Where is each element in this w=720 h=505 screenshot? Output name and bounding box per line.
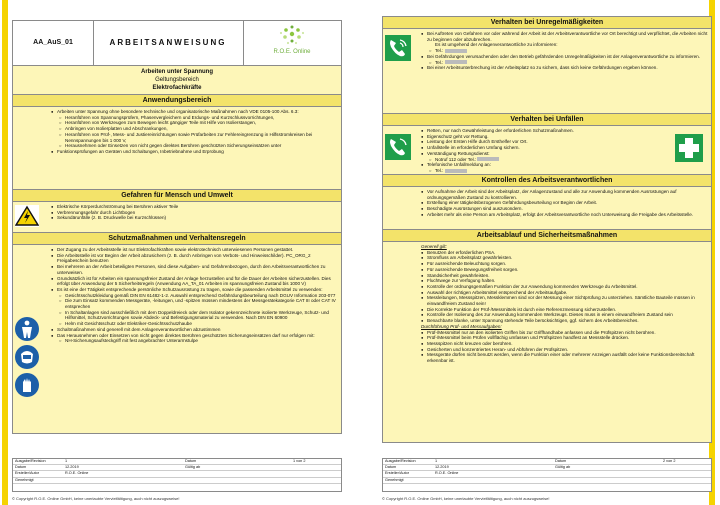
list-item: ● Funktionsprüfungen an Geräten und Schaltungen, Inbetriebnahme und Erprobung [51, 149, 339, 155]
list-item: ● Das Herausnehmen oder Einsetzen von nicht gegen direktes Berühren geschützten Sicherungseinsätzen darf nur erfolgen mit: [51, 333, 339, 339]
section-title-controls: Kontrollen des Arbeitsverantwortlichen [383, 174, 711, 187]
page-edge-bar [2, 0, 8, 505]
list-item: ● Unfallstelle im erforderlichen Umfang sichern. [421, 145, 709, 151]
list-item: ● Der Zugang zu der Arbeitsstelle ist nur Elektrofachkräften sowie elektrotechnisch unterwiesenen Personen gestattet. [51, 247, 339, 253]
sub-list-item: ○ Die zum Einsatz kommenden Messgeräte, -leitungen, und -spitzen müssen mindestens der Messgerätekategorie CAT III oder CAT IV entsprechen [51, 298, 339, 309]
list-item: ● Messgeräte dürfen nicht benutzt werden, wenn die Funktion einer oder mehrerer Anzeigen ausfällt oder keine Funktionsbereitschaft erkennbar ist. [421, 352, 709, 363]
company-logo [243, 21, 341, 65]
list-item: ● Die Korrekte Funktion der Prüf-/Messmittels ist durch eine Referenzmessung sicherzustellen. [421, 307, 709, 313]
list-item: ● Messspitzen nicht kreuzen oder berühren. [421, 341, 709, 347]
footer-cell: Datum [385, 465, 397, 470]
footer-row [13, 478, 341, 484]
list-item: ● Benutzen der erforderlichen PSA. [421, 250, 709, 256]
footer-cell: 1 [65, 459, 68, 463]
document-header [13, 21, 341, 66]
sub-list-item: ○ Tel.: [421, 60, 709, 66]
electrical-hazard-icon [15, 205, 39, 227]
footer-cell: Datum [555, 459, 567, 463]
list-item: ● Standsicherheit gewährleisten. [421, 273, 709, 279]
section-body-workflow [383, 242, 711, 442]
footer-cell: Gültig ab [185, 465, 201, 470]
item-list [383, 126, 711, 174]
list-item: ● Elektrische Körperdurchströmung bei Berühren aktiver Teile [51, 204, 339, 210]
sub-list-item: ○ Helm mit Gesichtsschutz oder Elektriker-Gesichtsschutzhaube [51, 321, 339, 327]
ppe-icon-column [15, 317, 47, 397]
instruction-sheet-2 [382, 16, 712, 443]
section-body-accidents [383, 126, 711, 174]
gloves-icon [15, 373, 39, 397]
redacted-field [445, 60, 467, 64]
list-item: ● Gesicherten und konzentriertes Heran- und Abführen der Prüfspitzen. [421, 347, 709, 353]
section-body-application [13, 107, 341, 189]
section-body-controls [383, 187, 711, 229]
sub-list-item: ○ Herausnehmen oder Einsetzen von nicht gegen direktes Berühren geschützten Sicherungseinsätzen unter [51, 143, 339, 149]
list-item: ● Sekundärunfälle (z. B. Druckwelle bei Kurzschlüssen) [51, 215, 339, 221]
footer-cell: 1 [435, 459, 438, 463]
footer-cell: 12.2019 [435, 465, 449, 470]
sub-list-item: ○ Gesichtsschutzkleidung gemäß DIN EN 61482-1-2. Auswahl entsprechend Gefährdungsbeurteilung nach DGUV Information 203-077 [51, 293, 339, 299]
section-title-irregularities: Verhalten bei Unregelmäßigkeiten [383, 17, 711, 29]
section-title-workflow: Arbeitsablauf und Sicherheitsmaßnahmen [383, 229, 711, 242]
section-body-irregularities [383, 29, 711, 113]
list-item: ● Bei einer Arbeitsunterbrechung ist der Arbeitsplatz so zu sichern, dass sich keine Gefährdungen ergeben können. [421, 65, 709, 71]
footer-cell: R.O.E. Online [435, 471, 459, 476]
sub-list-item: ○ NH-Sicherungsaufsteckgriff mit fest angebrachter Unterarmstulpe [51, 338, 339, 344]
sub-list-item: ○ Tel.: [421, 168, 709, 174]
footer-cell: Datum [185, 459, 197, 463]
list-item: ● Leistung der Ersten Hilfe durch Ersthelfer vor Ort. [421, 139, 709, 145]
footer-cell: 2 von 2 [663, 459, 676, 463]
phone-icon-column [385, 35, 417, 63]
footer-cell: Ersteller/Autor [385, 471, 410, 476]
footer-cell: Datum [15, 465, 27, 470]
list-item: Es ist umgehend der Anlagenverantwortliche zu informieren: [435, 42, 558, 48]
list-item: ● Fluchtwege zur Verfügung halten. [421, 278, 709, 284]
list-item: Durchführung Prüf- und Messaufgaben: [421, 323, 502, 329]
section-title-protective-measures: Schutzmaßnahmen und Verhaltensregeln [13, 232, 341, 245]
item-list [383, 29, 711, 73]
document-page-1 [2, 0, 345, 505]
subject-box [13, 66, 341, 94]
list-item: ● Beschädigte Ausrüstungen sind auszusondern. [421, 206, 709, 212]
sub-list-item: ○ Notruf 112 oder Tel.: [421, 157, 709, 163]
list-item: ● Für ausreichende Beleuchtung sorgen. [421, 261, 709, 267]
item-list [383, 242, 711, 366]
footer-cell: R.O.E. Online [65, 471, 89, 476]
sub-list-item: ○ Anbringen von Isolierplatten und Abschrankungen, [51, 126, 339, 132]
document-code: AA_AuS_01 [13, 21, 94, 65]
list-item: ● Arbeiten unter Spannung ohne besondere technische und organisatorische Maßnahmen nach VDE 0105-100 Abs. 6.3: [51, 109, 339, 115]
document-page-2 [372, 0, 715, 505]
copyright-notice: © Copyright R.O.E. Online GmbH, keine unerlaubte Vervielfältigung, auch nicht auszugsweise! [382, 496, 550, 501]
list-item: ● Prüf-/Messmittel nur an den isolierten Griffen bis zur Griffhandhabe anfassen und die Prüfspitzen nicht berühren. [421, 330, 709, 336]
subject-audience: Elektrofachkräfte [152, 85, 202, 91]
footer-cell: Genehmigt [15, 477, 34, 482]
list-item: ● Auswahl der richtigen Arbeitsmittel entsprechend der Arbeitsaufgabe. [421, 290, 709, 296]
emergency-phone-icon [385, 134, 411, 160]
list-item: ● Verständigung Rettungsdienst: [421, 151, 709, 157]
section-title-application: Anwendungsbereich [13, 94, 341, 107]
redacted-field [445, 169, 467, 173]
instruction-sheet-1 [12, 20, 342, 434]
footer-cell: 1 von 2 [293, 459, 306, 463]
list-item: ● Telefonische Unfallmeldung an: [421, 162, 709, 168]
protective-suit-icon [15, 317, 39, 341]
list-item: ● Für ausreichende Bewegungsfreiheit sorgen. [421, 267, 709, 273]
redacted-field [445, 49, 467, 53]
sub-list-item: ○ Heranführen von Werkzeugen zum Bewegen leicht gängiger Teile mit Hilfe von Isolierstangen, [51, 120, 339, 126]
list-item: ● Bei mehreren an der Arbeit beteiligten Personen, sind diese Aufgaben- und Gefahrenbezogen, durch den Arbeitsverantwortlichen zu unterweisen. [51, 264, 339, 275]
list-item: ● Schaltmaßnahmen sind generell mit dem Anlagenverantwortlichen abzustimmen [51, 327, 339, 333]
list-item: ● Die Arbeitsstelle ist vor Beginn der Arbeit abzusichern (z. B. durch Anbringen von Verbots- und Hinweisschilder). PC_ORG_2 Freigabeschein benutzen [51, 253, 339, 264]
copyright-notice: © Copyright R.O.E. Online GmbH, keine unerlaubte Vervielfältigung, auch nicht auszugsweise! [12, 496, 180, 501]
list-item: ● Grundsätzlich ist für Arbeiten ein spannungsfreier Zustand der Anlage herzustellen und für die Dauer der Arbeiten sicherzustellen. Dies erfolgt über Anwendung der 5 Sicherheitsregeln (Anwendung AA_TA_01 Arbeiten im spannungsfreien Zustand bis 1000 V) [51, 276, 339, 287]
sub-list-item: ○ In Schaltanlagen sind ausschließlich mit dem Doppeldreieck oder dem Isolator gekennzeichnete isolierte Werkzeuge, Schutz- und Hilfsmittel, Schutzvorrichtungen sowie Abdeck- und Befestigungsmaterial zu verwenden. Nach DIN EN 60900 [51, 310, 339, 321]
list-item: ● Retten, nur nach Gewährleistung der erforderlichen Schutzmaßnahmen. [421, 128, 709, 134]
list-item: ● Bei Auftreten von Gefahren vor oder während der Arbeit ist der Arbeitsverantwortliche vor Ort berechtigt und verpflichtet, die Arbeiten nicht zu beginnen oder abzubrechen. [421, 31, 709, 42]
section-body-protective-measures [13, 245, 341, 433]
list-item: ● Messleitungen, Messspitzen, Messklemmen sind vor der Messung einer Sichtprüfung zu unterziehen. Sämtliche Bauteile müssen in einwandfreiem Zustand sein! [421, 295, 709, 306]
footer-cell: 12.2019 [65, 465, 79, 470]
list-item: ● Kontrolle der Isolierung des zur Anwendung kommenden Werkzeugs. Dieses muss in einem einwandfreiem Zustand sein [421, 312, 709, 318]
list-item: ● Es ist eine der Tätigkeit entsprechende persönliche Schutzausrüstung zu tragen, sowie die passenden Arbeitsmittel zu verwenden: [51, 287, 339, 293]
list-item: ● Bei Gefährdungen verursachenden oder den Betrieb gefährdenden Unregelmäßigkeiten ist der Anlagenverantwortliche zu informieren. [421, 54, 709, 60]
footer-cell: Ausgabe/Revision [385, 459, 416, 463]
list-item: ● Stromfluss am Arbeitsplatz gewährleisten. [421, 255, 709, 261]
item-list [13, 202, 341, 223]
list-item: ● Benachbarte blanke, unter Spannung stehende Teile berücksichtigen, ggf. sichern des Arbeitsbereiches. [421, 318, 709, 324]
list-item: Generell gilt: [421, 244, 447, 249]
footer-cell: Genehmigt [385, 477, 404, 482]
footer-cell: Ausgabe/Revision [15, 459, 46, 463]
hazard-icon-column [15, 205, 47, 229]
item-list [13, 245, 341, 346]
section-title-hazards: Gefahren für Mensch und Umwelt [13, 189, 341, 202]
list-item: ● Eigenschutz geht vor Rettung. [421, 134, 709, 140]
document-footer [12, 458, 342, 492]
subject-title: Arbeiten unter Spannung [141, 69, 213, 75]
sub-list-item: ○ Tel.: [421, 48, 709, 54]
subject-scope: Geltungsbereich [155, 77, 199, 83]
sub-list-item: ○ Heranführen von Spannungsprüfern, Phasenvergleichern und Erdungs- und Kurzschlussvorrichtungen, [51, 115, 339, 121]
list-item: ● Vor Aufnahme der Arbeit sind der Arbeitsplatz, der Anlagenzustand und alle zur Anwendung kommenden Ausrüstungen auf ordnungsgemäßen Zustand zu kontrollieren. [421, 189, 709, 200]
sub-list-item: ○ Heranführen von Prüf-, Mess- und Justiereinrichtungen sowie Prüfarbeiten zur Fehlereingrenzung in Hilfsstromkreisen bei Nennspannungen bis 1 000 V, [51, 132, 339, 143]
accident-phone-column [385, 134, 417, 162]
list-item: ● Prüf-/Messmittel beim Prüfen vollflächig umfassen und Prüfspitzen handfest an Messstelle drücken. [421, 335, 709, 341]
section-body-hazards [13, 202, 341, 232]
section-title-accidents: Verhalten bei Unfällen [383, 113, 711, 126]
redacted-field [477, 157, 499, 161]
footer-cell: Ersteller/Autor [15, 471, 40, 476]
footer-cell: Gültig ab [555, 465, 571, 470]
emergency-phone-icon [385, 35, 411, 61]
logo-text: R.O.E. Online [273, 49, 311, 55]
list-item: ● Verbrennungsgefahr durch Lichtbogen [51, 210, 339, 216]
logo-dots-icon [243, 21, 341, 51]
list-item: ● Arbeitet mehr als eine Person am Arbeitsplatz, erfolgt der Arbeitsverantwortliche noch Unterweisung die Freigabe des Arbeitsstelle. [421, 212, 709, 218]
list-item: ● Kontrolle der ordnungsgemäßen Funktion der zur Anwendung kommenden Werkzeuge du Arbeitsmittel. [421, 284, 709, 290]
list-item: ● Erstellung einer tätigkeitsbezogenen Gefährdungsbeurteilung vor Beginn der Arbeit. [421, 200, 709, 206]
face-shield-icon [15, 345, 39, 369]
footer-row [383, 478, 711, 484]
item-list [13, 107, 341, 157]
document-footer [382, 458, 712, 492]
item-list [383, 187, 711, 220]
document-title: ARBEITSANWEISUNG [93, 21, 244, 65]
